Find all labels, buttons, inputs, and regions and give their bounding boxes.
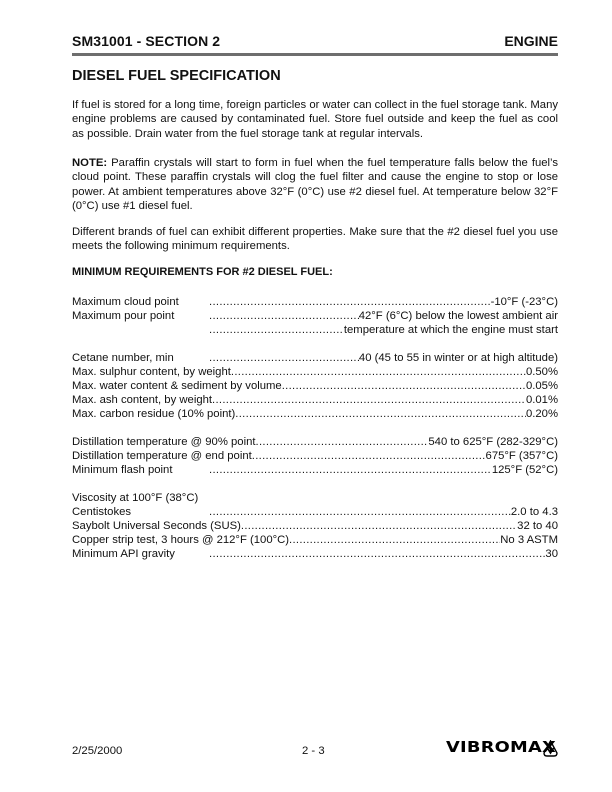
spec-row-distillation-end <box>72 449 558 463</box>
spec-row-copper-strip <box>72 533 558 547</box>
page-title: DIESEL FUEL SPECIFICATION <box>72 68 281 84</box>
brands-paragraph: Different brands of fuel can exhibit different properties. Make sure that the #2 diesel fuel you use meets the following minimum requirements. <box>72 226 558 253</box>
spec-label: Copper strip test, 3 hours @ 212°F (100°C) <box>72 534 290 546</box>
spec-label-empty <box>72 323 209 337</box>
spec-row-sus <box>72 519 558 533</box>
spec-value: 42°F (6°C) below the lowest ambient air <box>358 310 558 322</box>
note-label: NOTE: <box>72 157 108 169</box>
spec-row-distillation-90 <box>72 435 558 449</box>
leader-dots <box>212 393 526 407</box>
leader-dots <box>282 379 526 393</box>
spec-label: Distillation temperature @ end point <box>72 450 252 462</box>
leader-dots <box>209 463 492 477</box>
leader-dots <box>289 533 500 547</box>
spec-value: 30 <box>545 548 558 560</box>
spec-label: Max. ash content, by weight <box>72 394 213 406</box>
header-rule <box>72 53 558 56</box>
leader-dots <box>241 519 517 533</box>
spec-label: Saybolt Universal Seconds (SUS) <box>72 520 241 532</box>
brand-logo-text: VIBROMAX <box>446 738 557 756</box>
spec-label: Max. water content & sediment by volume <box>72 380 282 392</box>
spec-label: Centistokes <box>72 506 132 518</box>
spec-value: 0.50% <box>525 366 558 378</box>
spec-value: 32 to 40 <box>517 520 558 532</box>
footer-page-number: 2 - 3 <box>302 745 325 757</box>
spec-value: temperature at which the engine must start <box>343 324 558 336</box>
spec-value: 0.01% <box>525 394 558 406</box>
leader-dots <box>209 323 344 337</box>
requirements-heading: MINIMUM REQUIREMENTS FOR #2 DIESEL FUEL: <box>72 266 333 278</box>
header-chapter-title: ENGINE <box>504 33 558 49</box>
footer-date: 2/25/2000 <box>72 745 123 757</box>
leader-dots <box>209 547 545 561</box>
spec-label: Max. carbon residue (10% point) <box>72 408 236 420</box>
leader-dots <box>256 435 429 449</box>
leader-dots <box>209 505 511 519</box>
leader-dots <box>209 351 359 365</box>
leader-dots <box>231 365 526 379</box>
spec-label: Maximum cloud point <box>72 296 179 308</box>
brand-emblem-icon <box>543 740 558 757</box>
note-paragraph <box>72 156 558 214</box>
spec-value: No 3 ASTM <box>500 534 558 546</box>
spec-value: 540 to 625°F (282-329°C) <box>428 436 558 448</box>
spec-label: Maximum pour point <box>72 310 175 322</box>
spec-row-pour-point-cont <box>72 323 558 337</box>
spec-label: Minimum flash point <box>72 464 173 476</box>
spec-label: Cetane number, min <box>72 352 174 364</box>
spec-value: 125°F (52°C) <box>491 464 558 476</box>
leader-dots <box>252 449 486 463</box>
spec-label: Distillation temperature @ 90% point <box>72 436 256 448</box>
spec-row-api-gravity <box>72 547 558 561</box>
spec-row-carbon <box>72 407 558 421</box>
viscosity-heading: Viscosity at 100°F (38°C) <box>72 492 199 504</box>
spec-row-sulphur <box>72 365 558 379</box>
spec-row-cloud-point <box>72 295 558 309</box>
spec-label: Max. sulphur content, by weight <box>72 366 231 378</box>
header-section-title: SM31001 - SECTION 2 <box>72 33 221 49</box>
spec-value: 675°F (357°C) <box>485 450 558 462</box>
spec-label: Minimum API gravity <box>72 548 175 560</box>
leader-dots <box>209 295 491 309</box>
spec-row-water <box>72 379 558 393</box>
leader-dots <box>235 407 526 421</box>
spec-row-flash-point <box>72 463 558 477</box>
spec-value: 0.20% <box>525 408 558 420</box>
leader-dots <box>209 309 359 323</box>
note-text: Paraffin crystals will start to form in fuel when the fuel temperature falls below the fuel’s cloud point. These paraffin crystals will clog the fuel filter and cause the engine to stop or lose power. At ambient temperatures above 32°F (0°C) use #2 diesel fuel. At temperature below 32°F (0°C) use #1 diesel fuel. <box>72 157 558 213</box>
spec-row-pour-point <box>72 309 558 323</box>
brand-logo <box>446 738 557 756</box>
spec-value: 40 (45 to 55 in winter or at high altitude) <box>358 352 558 364</box>
spec-row-cetane <box>72 351 558 365</box>
spec-row-ash <box>72 393 558 407</box>
spec-value: 2.0 to 4.3 <box>510 506 558 518</box>
intro-paragraph: If fuel is stored for a long time, foreign particles or water can collect in the fuel storage tank. Many engine problems are caused by contaminated fuel. Store fuel outside and keep the fuel as cool as possible. Drain water from the fuel storage tank at regular intervals. <box>72 99 559 140</box>
spec-value: 0.05% <box>525 380 558 392</box>
spec-value: -10°F (-23°C) <box>490 296 558 308</box>
spec-row-centistokes <box>72 505 558 519</box>
